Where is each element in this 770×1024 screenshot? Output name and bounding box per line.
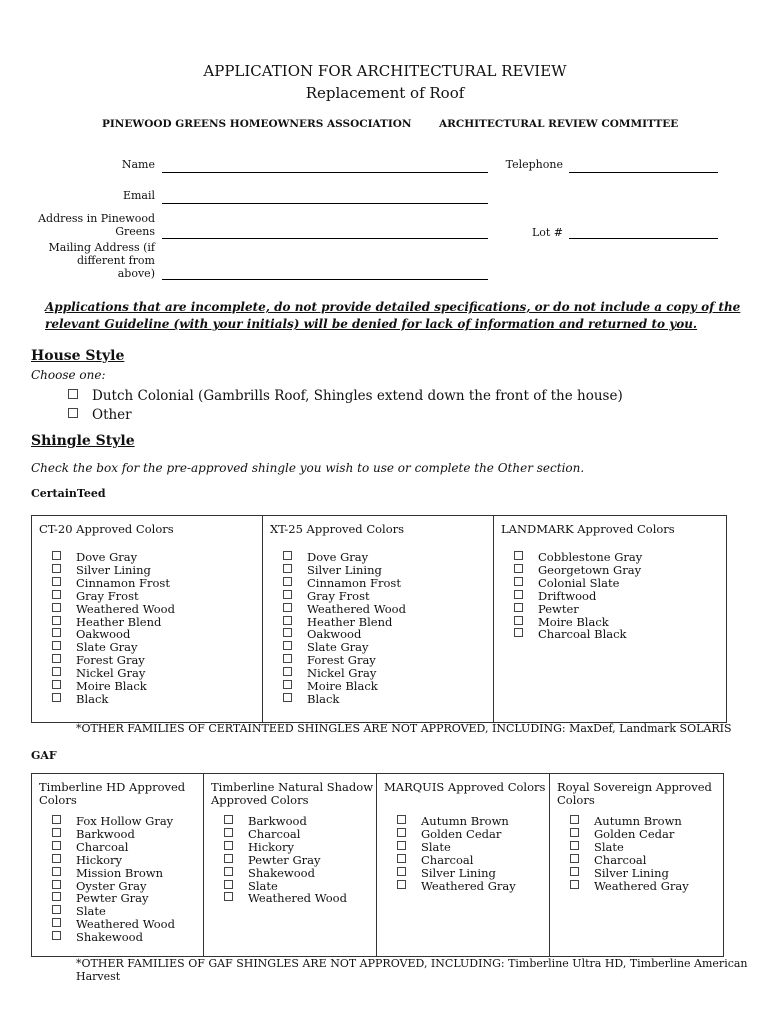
checkbox-icon[interactable] [52,892,61,901]
warning-line-2: relevant Guideline (with your initials) will be denied for lack of information and returned to you. [45,317,698,331]
checkbox-icon[interactable] [224,880,233,889]
checkbox-icon[interactable] [283,590,292,599]
gaf-note-line-2: Harvest [76,970,121,983]
email-field[interactable] [162,203,488,204]
checkbox-icon[interactable] [397,854,406,863]
address-label: Address in Pinewood Greens [38,212,155,238]
color-label: Shakewood [248,865,315,880]
checkbox-icon[interactable] [52,867,61,876]
color-label: Nickel Gray [307,666,377,681]
form-subtitle: Replacement of Roof [305,84,465,102]
certainteed-note: *OTHER FAMILIES OF CERTAINTEED SHINGLES ARE NOT APPROVED, INCLUDING: MaxDef, Landmark SOLARIS [76,722,732,735]
checkbox-icon[interactable] [514,577,523,586]
color-option[interactable] [52,892,203,905]
house-option-other[interactable] [68,407,132,423]
color-label: Hickory [76,852,123,867]
color-option[interactable] [570,841,723,854]
color-label: Golden Cedar [421,826,502,841]
color-label: Moire Black [307,679,378,694]
checkbox-icon[interactable] [570,880,579,889]
color-label: Oakwood [76,627,131,642]
checkbox-icon[interactable] [283,577,292,586]
checkbox-icon[interactable] [52,667,61,676]
column-title: MARQUIS Approved Colors [384,780,546,794]
checkbox-icon[interactable] [52,931,61,940]
checkbox-icon[interactable] [224,854,233,863]
checkbox-icon[interactable] [283,693,292,702]
checkbox-icon[interactable] [52,905,61,914]
timberline-natural-shadow-color-list [204,815,376,905]
color-label: Heather Blend [76,614,162,629]
color-label: Silver Lining [307,562,382,577]
checkbox-icon[interactable] [68,389,78,399]
color-label: Charcoal Black [538,627,627,642]
checkbox-icon[interactable] [52,628,61,637]
color-label: Forest Gray [307,653,376,668]
checkbox-icon[interactable] [52,641,61,650]
checkbox-icon[interactable] [52,854,61,863]
color-label: Fox Hollow Gray [76,814,174,828]
color-label: Weathered Wood [76,917,175,932]
checkbox-icon[interactable] [52,616,61,625]
color-label: Slate Gray [76,640,138,655]
telephone-label: Telephone [505,158,563,171]
committee-name: ARCHITECTURAL REVIEW COMMITTEE [439,118,679,130]
checkbox-icon[interactable] [283,628,292,637]
marquis-column [377,774,550,957]
color-option[interactable] [283,693,493,706]
color-label: Oakwood [307,627,362,642]
checkbox-icon[interactable] [283,603,292,612]
checkbox-icon[interactable] [52,654,61,663]
color-option[interactable] [514,628,726,641]
checkbox-icon[interactable] [397,815,406,824]
color-label: Pewter Gray [248,852,321,867]
mailing-address-label: Mailing Address (if different from above) [48,241,155,280]
color-label: Weathered Gray [594,878,689,893]
checkbox-icon[interactable] [514,551,523,560]
checkbox-icon[interactable] [224,815,233,824]
shingle-style-prompt: Check the box for the pre-approved shingle you wish to use or complete the Other section. [31,461,585,475]
color-label: Cobblestone Gray [538,550,643,564]
gaf-table [31,773,724,957]
color-label: Autumn Brown [421,814,509,828]
color-label: Silver Lining [594,865,669,880]
color-label: Charcoal [248,826,301,841]
checkbox-icon[interactable] [397,867,406,876]
checkbox-icon[interactable] [283,616,292,625]
shingle-style-heading: Shingle Style [31,433,135,449]
column-title: XT-25 Approved Colors [270,522,405,536]
checkbox-icon[interactable] [397,828,406,837]
color-label: Gray Frost [307,588,370,603]
checkbox-icon[interactable] [52,828,61,837]
checkbox-icon[interactable] [514,590,523,599]
column-title: CT-20 Approved Colors [39,522,174,536]
color-label: Mission Brown [76,865,164,880]
color-label: Hickory [248,839,295,854]
checkbox-icon[interactable] [283,680,292,689]
color-label: Barkwood [76,826,135,841]
color-label: Weathered Wood [76,601,175,616]
color-label: Gray Frost [76,588,139,603]
landmark-column [494,516,727,723]
color-label: Slate Gray [307,640,369,655]
gaf-brand: GAF [31,749,57,762]
checkbox-icon[interactable] [397,880,406,889]
ct20-color-list [32,551,262,706]
option-label: Dutch Colonial (Gambrills Roof, Shingles extend down the front of the house) [92,388,623,404]
checkbox-icon[interactable] [397,841,406,850]
color-label: Weathered Wood [307,601,406,616]
certainteed-brand: CertainTeed [31,487,106,500]
checkbox-icon[interactable] [570,841,579,850]
checkbox-icon[interactable] [224,841,233,850]
checkbox-icon[interactable] [283,667,292,676]
color-label: Black [307,691,340,706]
color-label: Heather Blend [307,614,393,629]
checkbox-icon[interactable] [52,551,61,560]
color-option[interactable] [570,828,723,841]
color-option[interactable] [224,867,376,880]
color-label: Black [76,691,109,706]
timberline-natural-shadow-column [204,774,377,957]
checkbox-icon[interactable] [52,577,61,586]
checkbox-icon[interactable] [570,867,579,876]
checkbox-icon[interactable] [283,551,292,560]
email-label: Email [122,189,155,202]
checkbox-icon[interactable] [52,603,61,612]
name-label: Name [121,158,155,171]
color-label: Cinnamon Frost [307,575,401,590]
color-label: Pewter [538,601,579,616]
color-label: Weathered Wood [248,891,347,906]
color-label: Dove Gray [76,550,138,564]
checkbox-icon[interactable] [52,841,61,850]
color-label: Silver Lining [76,562,151,577]
ct20-column [32,516,263,723]
checkbox-icon[interactable] [514,628,523,637]
xt25-column [263,516,494,723]
house-style-prompt: Choose one: [31,368,106,382]
color-label: Dove Gray [307,550,369,564]
color-option[interactable] [52,693,262,706]
color-label: Slate [594,839,624,854]
color-label: Moire Black [76,679,147,694]
option-label: Other [92,407,132,423]
marquis-color-list [377,815,549,892]
color-label: Slate [76,904,106,919]
color-label: Golden Cedar [594,826,675,841]
royal-sovereign-column [550,774,724,957]
timberline-hd-color-list [32,815,203,944]
house-style-heading: House Style [31,348,125,364]
checkbox-icon[interactable] [52,693,61,702]
color-label: Charcoal [76,839,129,854]
checkbox-icon[interactable] [570,815,579,824]
checkbox-icon[interactable] [52,564,61,573]
checkbox-icon[interactable] [283,654,292,663]
checkbox-icon[interactable] [224,828,233,837]
color-label: Weathered Gray [421,878,516,893]
color-label: Slate [421,839,451,854]
checkbox-icon[interactable] [52,815,61,824]
warning-line-1: Applications that are incomplete, do not provide detailed specifications, or do not include a copy of the [45,300,741,314]
color-label: Charcoal [594,852,647,867]
column-title: Royal Sovereign Approved Colors [557,780,712,807]
hoa-name: PINEWOOD GREENS HOMEOWNERS ASSOCIATION [102,118,412,130]
color-option[interactable] [52,841,203,854]
mailing-address-field[interactable] [162,279,488,280]
certainteed-table [31,515,727,723]
color-option[interactable] [224,828,376,841]
color-label: Cinnamon Frost [76,575,170,590]
color-label: Barkwood [248,814,307,828]
checkbox-icon[interactable] [52,680,61,689]
checkbox-icon[interactable] [52,590,61,599]
color-label: Driftwood [538,588,597,603]
lot-field[interactable] [569,238,718,239]
color-option[interactable] [52,931,203,944]
color-label: Pewter Gray [76,891,149,906]
checkbox-icon[interactable] [224,892,233,901]
telephone-field[interactable] [569,172,718,173]
color-option[interactable] [570,880,723,893]
checkbox-icon[interactable] [514,564,523,573]
color-option[interactable] [397,880,549,893]
column-title: Timberline Natural Shadow Approved Colors [211,780,374,807]
gaf-note-line-1: *OTHER FAMILIES OF GAF SHINGLES ARE NOT APPROVED, INCLUDING: Timberline Ultra HD, Timberline American [76,957,748,970]
checkbox-icon[interactable] [514,603,523,612]
color-label: Autumn Brown [594,814,682,828]
landmark-color-list [494,551,726,641]
color-label: Charcoal [421,852,474,867]
timberline-hd-column [32,774,204,957]
checkbox-icon[interactable] [570,828,579,837]
checkbox-icon[interactable] [283,564,292,573]
checkbox-icon[interactable] [570,854,579,863]
color-label: Slate [248,878,278,893]
royal-sovereign-color-list [550,815,723,892]
form-title: APPLICATION FOR ARCHITECTURAL REVIEW [203,62,567,80]
color-label: Georgetown Gray [538,562,642,577]
checkbox-icon[interactable] [52,880,61,889]
color-option[interactable] [224,892,376,905]
color-label: Silver Lining [421,865,496,880]
color-label: Forest Gray [76,653,145,668]
lot-label: Lot # [531,226,563,239]
color-label: Moire Black [538,614,609,629]
checkbox-icon[interactable] [514,616,523,625]
house-option-dutch-colonial[interactable] [68,388,623,404]
color-label: Colonial Slate [538,575,620,590]
checkbox-icon[interactable] [52,918,61,927]
checkbox-icon[interactable] [283,641,292,650]
column-title: Timberline HD Approved Colors [39,780,186,807]
name-field[interactable] [162,172,488,173]
color-label: Shakewood [76,930,143,945]
color-label: Nickel Gray [76,666,146,681]
color-option[interactable] [397,828,549,841]
checkbox-icon[interactable] [224,867,233,876]
checkbox-icon[interactable] [68,408,78,418]
color-label: Oyster Gray [76,878,147,893]
column-title: LANDMARK Approved Colors [501,522,675,536]
xt25-color-list [263,551,493,706]
